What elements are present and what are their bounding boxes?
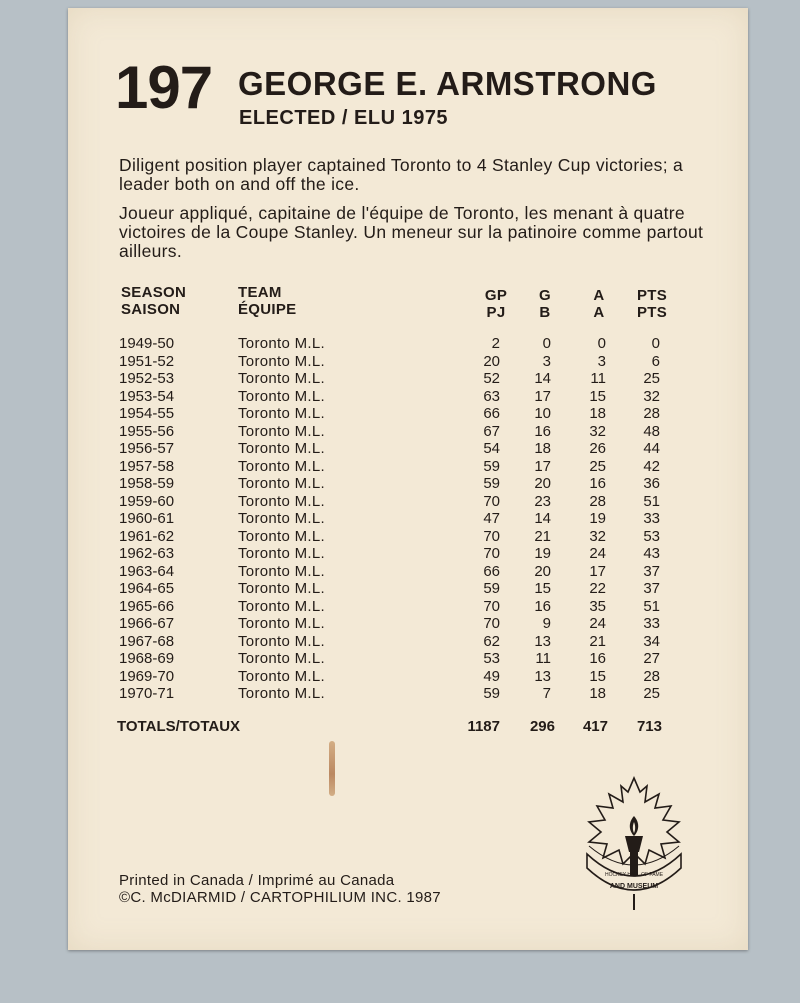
cell-gp: 67 — [483, 422, 500, 440]
cell-gp: 59 — [483, 685, 500, 702]
player-name: GEORGE E. ARMSTRONG — [238, 65, 657, 102]
cell-pts: 37 — [643, 562, 660, 580]
cell-a: 3 — [597, 352, 606, 370]
stain-mark — [329, 741, 335, 796]
cell-gp: 70 — [483, 527, 500, 545]
cell-season: 1951-52 — [119, 352, 175, 370]
cell-pts: 33 — [643, 615, 660, 632]
totals-pts: 713 — [636, 718, 662, 735]
cell-a: 15 — [589, 387, 606, 405]
cell-g: 3 — [542, 352, 551, 370]
cell-g: 15 — [534, 580, 551, 597]
cell-g: 14 — [534, 510, 551, 527]
cell-season: 1968-69 — [119, 650, 175, 667]
cell-season: 1963-64 — [119, 562, 175, 580]
cell-gp: 52 — [483, 370, 500, 387]
cell-season: 1949-50 — [119, 335, 175, 352]
cell-a: 22 — [589, 580, 606, 597]
cell-g: 10 — [534, 405, 551, 422]
cell-a: 35 — [589, 597, 606, 615]
cell-gp: 20 — [483, 352, 500, 370]
card-back — [68, 8, 748, 950]
cell-pts: 27 — [643, 650, 660, 667]
cell-team: Toronto M.L. — [238, 422, 325, 440]
cell-team: Toronto M.L. — [238, 667, 325, 685]
cell-a: 16 — [589, 650, 606, 667]
cell-a: 18 — [589, 685, 606, 702]
cell-g: 17 — [534, 387, 551, 405]
cell-a: 26 — [589, 440, 606, 457]
bio-french: Joueur appliqué, capitaine de l'équipe de Toronto, les menant à quatre victoires de la Coupe Stanley. Un meneur sur la patinoire comme partout ailleurs. — [119, 203, 704, 261]
cell-a: 25 — [589, 457, 606, 475]
header-team-fr: ÉQUIPE — [238, 301, 297, 318]
table-row — [68, 598, 748, 616]
cell-g: 13 — [534, 632, 551, 650]
cell-team: Toronto M.L. — [238, 370, 325, 387]
copyright: ©C. McDIARMID / CARTOPHILIUM INC. 1987 — [119, 889, 441, 906]
cell-team: Toronto M.L. — [238, 685, 325, 702]
cell-season: 1969-70 — [119, 667, 175, 685]
cell-a: 24 — [589, 615, 606, 632]
cell-season: 1954-55 — [119, 405, 175, 422]
bio-english: Diligent position player captained Toronto to 4 Stanley Cup victories; a leader both on and off the ice. — [119, 155, 684, 194]
cell-gp: 53 — [483, 650, 500, 667]
cell-team: Toronto M.L. — [238, 387, 325, 405]
cell-team: Toronto M.L. — [238, 527, 325, 545]
table-row — [68, 545, 748, 563]
cell-gp: 59 — [483, 475, 500, 492]
cell-season: 1958-59 — [119, 475, 175, 492]
cell-season: 1952-53 — [119, 370, 175, 387]
cell-gp: 59 — [483, 457, 500, 475]
cell-team: Toronto M.L. — [238, 580, 325, 597]
cell-team: Toronto M.L. — [238, 457, 325, 475]
cell-g: 21 — [534, 527, 551, 545]
cell-g: 20 — [534, 475, 551, 492]
cell-a: 16 — [589, 475, 606, 492]
table-row — [68, 405, 748, 423]
table-row — [68, 685, 748, 703]
cell-team: Toronto M.L. — [238, 492, 325, 510]
header-season-en: SEASON — [121, 284, 187, 301]
header-pts-fr: PTS — [636, 304, 668, 321]
cell-season: 1959-60 — [119, 492, 175, 510]
cell-a: 32 — [589, 527, 606, 545]
cell-gp: 70 — [483, 545, 500, 562]
cell-gp: 62 — [483, 632, 500, 650]
cell-g: 17 — [534, 457, 551, 475]
table-row — [68, 493, 748, 511]
printed-in-canada: Printed in Canada / Imprimé au Canada — [119, 872, 395, 889]
cell-season: 1960-61 — [119, 510, 175, 527]
cell-gp: 63 — [483, 387, 500, 405]
cell-pts: 44 — [643, 440, 660, 457]
header-g — [520, 287, 570, 321]
cell-a: 17 — [589, 562, 606, 580]
cell-g: 20 — [534, 562, 551, 580]
cell-team: Toronto M.L. — [238, 335, 325, 352]
totals-row — [68, 718, 748, 738]
cell-season: 1966-67 — [119, 615, 175, 632]
cell-team: Toronto M.L. — [238, 597, 325, 615]
cell-pts: 6 — [651, 352, 660, 370]
cell-g: 14 — [534, 370, 551, 387]
cell-team: Toronto M.L. — [238, 632, 325, 650]
cell-g: 18 — [534, 440, 551, 457]
cell-gp: 54 — [483, 440, 500, 457]
cell-pts: 32 — [643, 387, 660, 405]
cell-a: 15 — [589, 667, 606, 685]
table-row — [68, 528, 748, 546]
cell-season: 1962-63 — [119, 545, 175, 562]
table-row — [68, 388, 748, 406]
cell-gp: 2 — [491, 335, 500, 352]
cell-gp: 66 — [483, 562, 500, 580]
hockey-hall-of-fame-logo-icon — [575, 776, 693, 911]
cell-pts: 53 — [643, 527, 660, 545]
table-row — [68, 650, 748, 668]
cell-gp: 59 — [483, 580, 500, 597]
card-number: 197 — [115, 54, 213, 121]
header-gp — [471, 287, 521, 321]
cell-a: 11 — [590, 370, 606, 387]
table-row — [68, 423, 748, 441]
cell-a: 32 — [589, 422, 606, 440]
cell-gp: 47 — [483, 510, 500, 527]
header-g-en: G — [539, 287, 551, 304]
totals-g: 296 — [529, 718, 555, 735]
cell-team: Toronto M.L. — [238, 615, 325, 632]
cell-pts: 36 — [643, 475, 660, 492]
header-a — [574, 287, 624, 321]
table-row — [68, 335, 748, 353]
cell-pts: 28 — [643, 667, 660, 685]
cell-g: 11 — [535, 650, 551, 667]
table-row — [68, 475, 748, 493]
table-row — [68, 615, 748, 633]
cell-gp: 70 — [483, 597, 500, 615]
cell-pts: 43 — [643, 545, 660, 562]
cell-pts: 42 — [643, 457, 660, 475]
cell-a: 24 — [589, 545, 606, 562]
cell-team: Toronto M.L. — [238, 510, 325, 527]
cell-season: 1965-66 — [119, 597, 175, 615]
table-row — [68, 440, 748, 458]
totals-a: 417 — [582, 718, 608, 735]
cell-g: 0 — [542, 335, 551, 352]
cell-gp: 49 — [483, 667, 500, 685]
table-row — [68, 580, 748, 598]
header-pts — [627, 287, 677, 321]
cell-team: Toronto M.L. — [238, 440, 325, 457]
cell-season: 1967-68 — [119, 632, 175, 650]
cell-season: 1961-62 — [119, 527, 175, 545]
cell-a: 18 — [589, 405, 606, 422]
cell-pts: 25 — [643, 370, 660, 387]
header-a-fr: A — [593, 304, 605, 321]
cell-g: 16 — [534, 597, 551, 615]
table-row — [68, 370, 748, 388]
cell-pts: 0 — [651, 335, 660, 352]
table-row — [68, 668, 748, 686]
cell-season: 1956-57 — [119, 440, 175, 457]
cell-a: 19 — [589, 510, 606, 527]
table-row — [68, 458, 748, 476]
table-row — [68, 563, 748, 581]
cell-g: 7 — [542, 685, 551, 702]
cell-season: 1964-65 — [119, 580, 175, 597]
cell-team: Toronto M.L. — [238, 562, 325, 580]
logo-text-bottom: AND MUSEUM — [609, 883, 659, 890]
header-pts-en: PTS — [636, 287, 668, 304]
cell-team: Toronto M.L. — [238, 352, 325, 370]
totals-gp: 1187 — [467, 718, 500, 735]
cell-a: 28 — [589, 492, 606, 510]
cell-pts: 25 — [643, 685, 660, 702]
header-a-en: A — [593, 287, 605, 304]
cell-a: 0 — [597, 335, 606, 352]
logo-text-top: HOCKEY HALL OF FAME — [604, 872, 664, 878]
cell-gp: 66 — [483, 405, 500, 422]
cell-a: 21 — [589, 632, 606, 650]
cell-team: Toronto M.L. — [238, 650, 325, 667]
table-row — [68, 633, 748, 651]
cell-team: Toronto M.L. — [238, 545, 325, 562]
cell-g: 13 — [534, 667, 551, 685]
cell-season: 1970-71 — [119, 685, 175, 702]
header-gp-fr: PJ — [486, 304, 506, 321]
cell-pts: 28 — [643, 405, 660, 422]
header-team-en: TEAM — [238, 284, 282, 301]
header-gp-en: GP — [484, 287, 508, 304]
cell-season: 1953-54 — [119, 387, 175, 405]
totals-label: TOTALS/TOTAUX — [117, 718, 241, 735]
cell-gp: 70 — [483, 492, 500, 510]
header-team — [238, 284, 296, 318]
cell-pts: 51 — [643, 597, 660, 615]
header-season — [121, 284, 186, 318]
cell-team: Toronto M.L. — [238, 405, 325, 422]
cell-pts: 33 — [643, 510, 660, 527]
table-row — [68, 510, 748, 528]
cell-pts: 48 — [643, 422, 660, 440]
cell-g: 9 — [542, 615, 551, 632]
cell-team: Toronto M.L. — [238, 475, 325, 492]
cell-pts: 51 — [643, 492, 660, 510]
cell-g: 19 — [534, 545, 551, 562]
table-row — [68, 353, 748, 371]
cell-g: 23 — [534, 492, 551, 510]
header-season-fr: SAISON — [121, 301, 181, 318]
elected-year: ELECTED / ELU 1975 — [239, 107, 449, 129]
cell-g: 16 — [534, 422, 551, 440]
cell-gp: 70 — [483, 615, 500, 632]
cell-season: 1957-58 — [119, 457, 175, 475]
cell-season: 1955-56 — [119, 422, 175, 440]
cell-pts: 37 — [643, 580, 660, 597]
cell-pts: 34 — [643, 632, 660, 650]
header-g-fr: B — [539, 304, 551, 321]
stats-table — [68, 335, 748, 703]
